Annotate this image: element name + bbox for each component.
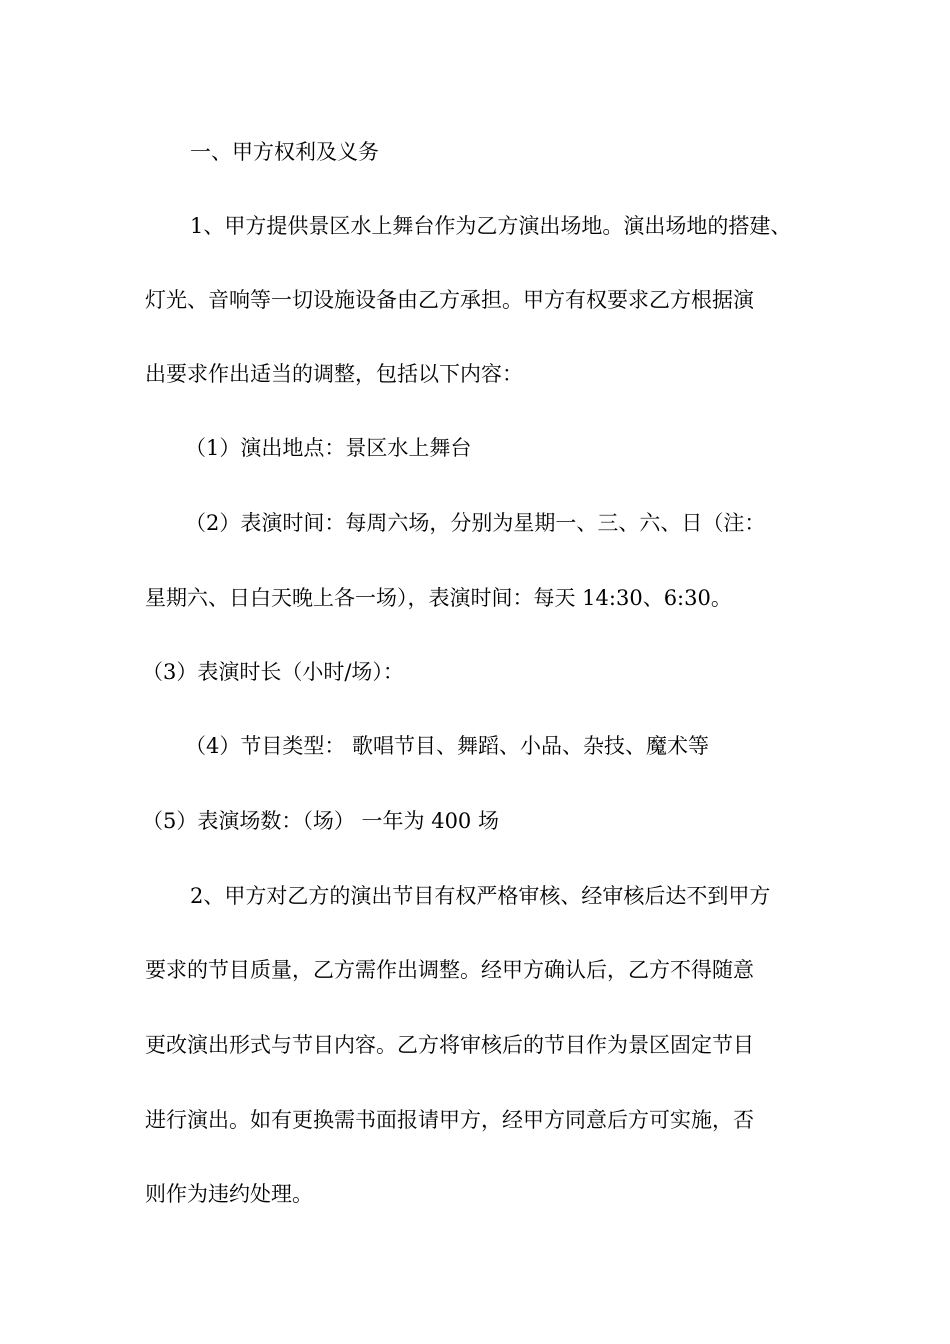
- list-item-duration: （3）表演时长（小时/场）：: [142, 660, 404, 684]
- paragraph-line: 要求的节目质量，乙方需作出调整。经甲方确认后，乙方不得随意: [145, 958, 754, 982]
- paragraph-line: 则作为违约处理。: [145, 1182, 313, 1206]
- list-item-show-count: （5）表演场数：（场） 一年为 400 场: [142, 809, 499, 833]
- paragraph-line: 2、甲方对乙方的演出节目有权严格审核、经审核后达不到甲方: [190, 884, 771, 908]
- paragraph-line: 灯光、音响等一切设施设备由乙方承担。甲方有权要求乙方根据演: [145, 288, 754, 312]
- paragraph-line: 星期六、日白天晚上各一场），表演时间：每天 14:30、6:30。: [145, 586, 732, 610]
- paragraph-line: 进行演出。如有更换需书面报请甲方，经甲方同意后方可实施，否: [145, 1108, 754, 1132]
- paragraph-line: 出要求作出适当的调整，包括以下内容：: [145, 362, 523, 386]
- list-item-schedule: （2）表演时间：每周六场，分别为星期一、三、六、日（注：: [185, 511, 766, 535]
- section-heading: 一、甲方权利及义务: [190, 140, 379, 164]
- list-item-location: （1）演出地点：景区水上舞台: [185, 436, 472, 460]
- paragraph-line: 1、甲方提供景区水上舞台作为乙方演出场地。演出场地的搭建、: [190, 214, 792, 238]
- paragraph-line: 更改演出形式与节目内容。乙方将审核后的节目作为景区固定节目: [145, 1033, 754, 1057]
- list-item-program-type: （4）节目类型： 歌唱节目、舞蹈、小品、杂技、魔术等: [185, 734, 710, 758]
